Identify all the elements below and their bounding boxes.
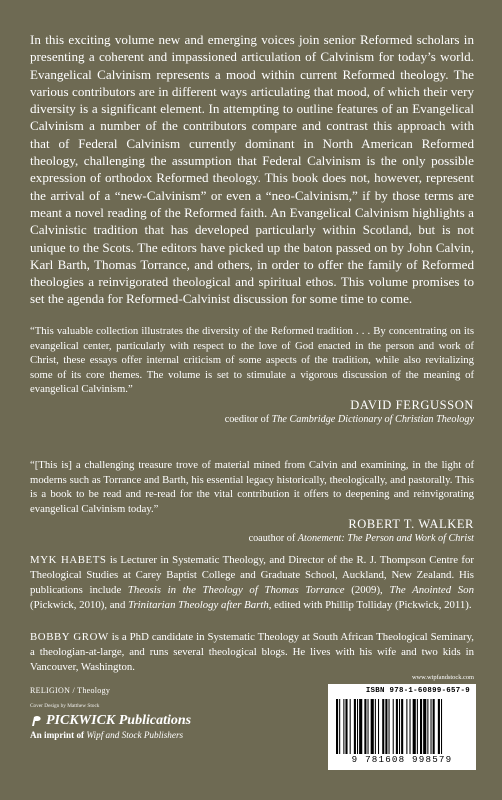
barcode-bar	[393, 699, 394, 757]
barcode-bar	[401, 699, 403, 757]
barcode-bar	[357, 699, 358, 757]
endorsement-1	[30, 324, 474, 426]
barcode-bar	[371, 699, 374, 757]
barcode-bar	[385, 699, 387, 757]
barcode-number: 9 781608 998579	[332, 754, 472, 765]
barcode-bar	[350, 699, 351, 757]
book-title: The Anointed Son	[389, 583, 474, 596]
barcode-bar	[343, 699, 344, 757]
barcode-bar	[339, 699, 340, 757]
barcode-bar	[364, 699, 366, 757]
website-url: www.wipfandstock.com	[411, 674, 474, 681]
book-title: Trinitarian Theology after Barth	[128, 598, 269, 611]
barcode-bar	[336, 699, 338, 757]
bio-text: (2009),	[344, 583, 390, 596]
blurb	[30, 31, 474, 308]
endorser-credit	[30, 413, 474, 426]
endorsement-2	[30, 458, 474, 545]
endorser-name: ROBERT T. WALKER	[348, 517, 474, 532]
bio-text: is a PhD candidate in Systematic Theology at South African Theological Seminary, a theologian-at-large, and runs several theological blogs. He lives with his wife and two kids in Vancouver, Washington.	[30, 631, 475, 673]
endorsement-quote: “This valuable collection illustrates the diversity of the Reformed tradition . . . By concentrating on its evangelical center, particularly with respect to the love of God enacted in the person and work of Christ, these essays offer internal criticism of some aspects of the tradition, while also revitalizing some of its core themes. The volume is set to stimulate a vigorous discussion of the meaning of evangelical Calvinism.”	[30, 325, 474, 396]
barcode-bar	[378, 699, 379, 757]
barcode-bar	[406, 699, 407, 757]
barcode-bar	[345, 699, 347, 757]
barcode-bar	[417, 699, 418, 757]
category-label: RELIGION / Theology	[30, 686, 111, 695]
publisher-name-text: PICKWICK Publications	[46, 713, 192, 728]
barcode-bar	[423, 699, 426, 757]
credit-title: The Cambridge Dictionary of Christian Theology	[271, 413, 474, 425]
barcode-bar	[410, 699, 411, 757]
imprint-prefix: An imprint of	[30, 730, 87, 740]
barcode-bar	[368, 699, 369, 757]
barcode-bar	[433, 699, 435, 757]
author-name: BOBBY GROW	[30, 631, 109, 643]
barcode-bar	[389, 699, 390, 757]
barcode-bar	[413, 699, 416, 757]
cover-credit: Cover Design by Matthew Stock	[30, 703, 100, 709]
endorser-name: DAVID FERGUSSON	[350, 397, 474, 412]
barcode-bar	[354, 699, 356, 757]
imprint-line	[30, 730, 250, 740]
credit-prefix: coeditor of	[224, 413, 272, 425]
publisher-name	[30, 713, 250, 729]
barcode-bar	[441, 699, 442, 757]
credit-title: Atonement: The Person and Work of Christ	[297, 533, 474, 545]
bio-text: is Lecturer in Systematic Theology, and Director of the R. J. Thompson Centre for Theological Studies at Carey Baptist College and Graduate School, Auckland, New Zealand. His publications include	[30, 554, 474, 596]
author-bio-2	[30, 630, 474, 675]
publisher-block	[30, 686, 250, 740]
bio-text: , edited with Phillip Tolliday (Pickwick, 2011).	[268, 598, 472, 611]
barcode-bar	[359, 699, 362, 757]
barcode-bar	[375, 699, 376, 757]
barcode-bar	[438, 699, 440, 757]
imprint-name: Wipf and Stock Publishers	[86, 730, 184, 740]
barcode-bar	[382, 699, 384, 757]
author-name: MYK HABETS	[30, 554, 107, 566]
barcode-bar	[399, 699, 400, 757]
pickwick-logo-icon	[30, 714, 44, 728]
book-title: Theosis in the Theology of Thomas Torrance	[127, 583, 345, 596]
barcode-bar	[420, 699, 422, 757]
credit-prefix: coauthor of	[248, 533, 298, 545]
author-bio-1	[30, 553, 474, 613]
barcode-bars	[334, 699, 470, 757]
isbn-label: ISBN 978-1-60899-657-9	[365, 687, 470, 695]
endorsement-quote: “[This is] a challenging treasure trove of material mined from Calvin and examining, in the light of moderns such as Torrance and Barth, his essential legacy historically, theologically, and pastorally. This is a book to be read and re-read for the vital contribution it offers to deepening and reinvigorating evangelical Calvinism today.”	[30, 459, 474, 515]
endorser-credit	[30, 532, 474, 545]
blurb-text: In this exciting volume new and emerging voices join senior Reformed scholars in presenting a coherent and impassioned articulation of Calvinism for today’s world. Evangelical Calvinism represents a mood within current Reformed theology. The various contributors are in different ways articulating that mood, of which their very diversity is a significant element. In attempting to outline features of an Evangelical Calvinism a number of the contributors compare and contrast this approach with that of Federal Calvinism currently dominant in North American Reformed theology, challenging the assumption that Federal Calvinism is the only possible expression of orthodox Reformed theology. This book does not, however, represent the arrival of a “new-Calvinism” or even a “neo-Calvinism,” if by those terms are meant a novel reading of the Reformed faith. An Evangelical Calvinism highlights a Calvinistic tradition that has developed particularly within Scotland, but is not unique to the Scots. The editors have picked up the baton passed on by John Calvin, Karl Barth, Thomas Torrance, and others, in order to offer the family of Reformed theologies a reinvigorated theological and spiritual ethos. This volume promises to set the agenda for Reformed-Calvinist discussion for some time to come.	[30, 32, 474, 307]
barcode-bar	[427, 699, 428, 757]
barcode-bar	[431, 699, 432, 757]
barcode	[328, 684, 476, 770]
bio-text: (Pickwick, 2010), and	[30, 598, 129, 611]
barcode-bar	[396, 699, 398, 757]
